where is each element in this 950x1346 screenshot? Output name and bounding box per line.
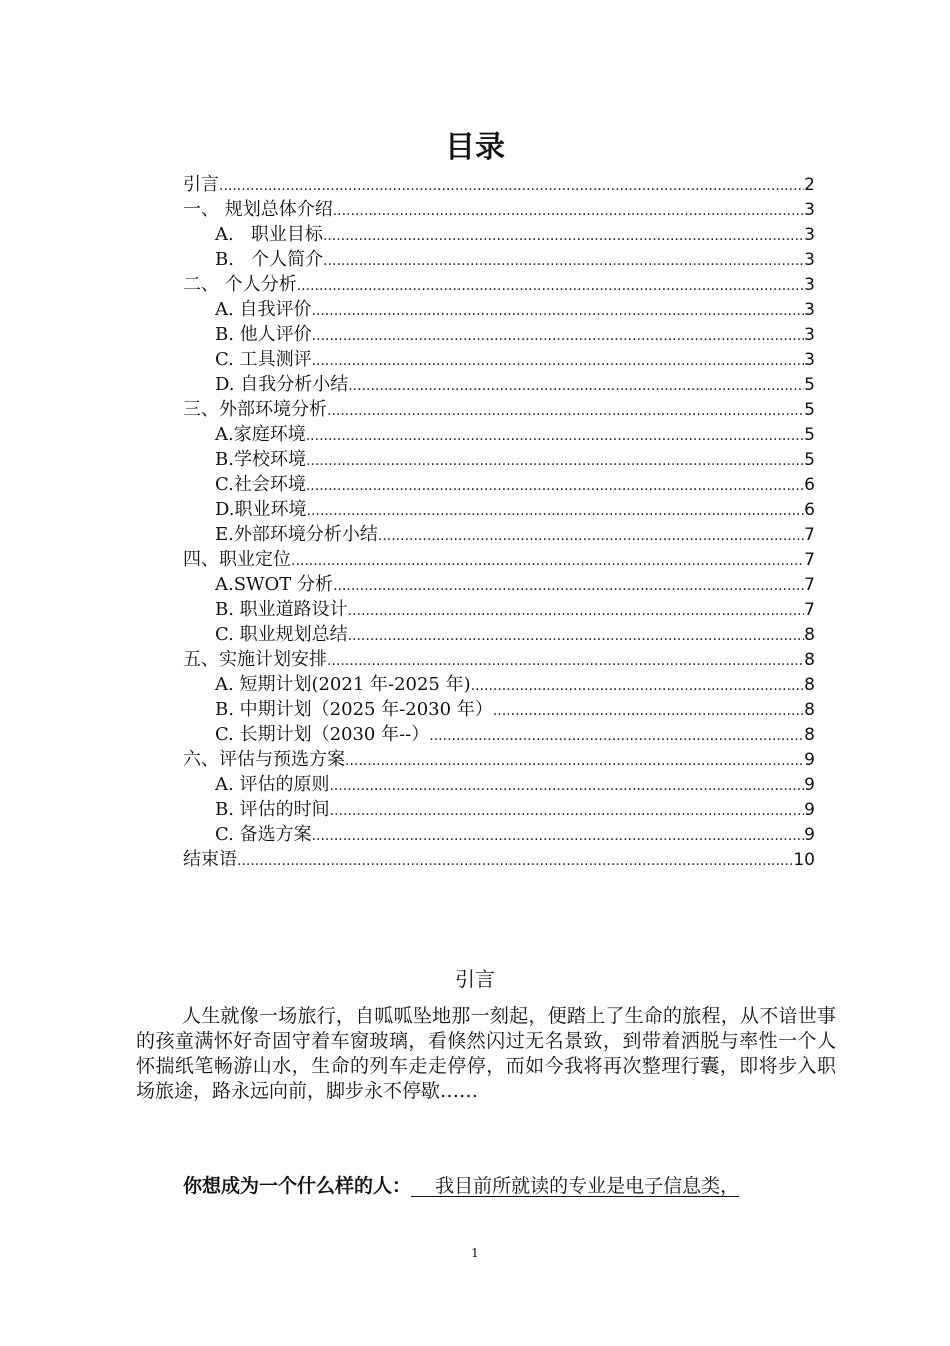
toc-entry[interactable] bbox=[183, 672, 815, 697]
toc-entry-page: 5 bbox=[804, 425, 815, 445]
toc-entry-label: A. 职业目标 bbox=[215, 224, 323, 245]
toc-entry-page: 6 bbox=[804, 500, 815, 520]
toc-entry-page: 5 bbox=[804, 375, 815, 395]
toc-entry[interactable] bbox=[183, 697, 815, 722]
toc-entry-page: 7 bbox=[804, 575, 815, 595]
toc-entry[interactable] bbox=[183, 447, 815, 472]
toc-dot-leader bbox=[323, 249, 804, 274]
question-answer: 我目前所就读的专业是电子信息类， bbox=[411, 1175, 740, 1197]
toc-entry[interactable] bbox=[183, 772, 815, 797]
toc-entry-label: D.职业环境 bbox=[215, 499, 307, 520]
toc-entry-label: A. 自我评价 bbox=[215, 299, 312, 320]
toc-entry-label: E.外部环境分析小结 bbox=[215, 524, 378, 545]
toc-dot-leader bbox=[291, 549, 804, 574]
toc-entry-label: 引言 bbox=[183, 174, 219, 195]
toc-entry-page: 5 bbox=[804, 400, 815, 420]
toc-dot-leader bbox=[297, 274, 804, 299]
toc-dot-leader bbox=[312, 324, 805, 349]
toc-entry[interactable] bbox=[183, 797, 815, 822]
toc-entry[interactable] bbox=[183, 247, 815, 272]
toc-entry-label: 结束语 bbox=[183, 849, 237, 870]
toc-dot-leader bbox=[327, 649, 804, 674]
toc-entry-label: C. 工具测评 bbox=[215, 349, 312, 370]
toc-entry-page: 9 bbox=[804, 775, 815, 795]
toc-entry[interactable] bbox=[183, 497, 815, 522]
toc-entry[interactable] bbox=[183, 222, 815, 247]
toc-entry-page: 3 bbox=[804, 250, 815, 270]
toc-entry-page: 9 bbox=[804, 750, 815, 770]
toc-entry[interactable] bbox=[183, 347, 815, 372]
toc-dot-leader bbox=[348, 624, 805, 649]
toc-entry-page: 3 bbox=[804, 225, 815, 245]
toc-entry-page: 3 bbox=[804, 200, 815, 220]
toc-dot-leader bbox=[471, 674, 805, 699]
toc-entry-page: 7 bbox=[804, 525, 815, 545]
toc-entry[interactable] bbox=[183, 747, 815, 772]
toc-entry-label: C. 长期计划（2030 年--） bbox=[215, 724, 430, 745]
toc-dot-leader bbox=[333, 199, 804, 224]
toc-entry-label: 四、职业定位 bbox=[183, 549, 291, 570]
toc-entry[interactable] bbox=[183, 272, 815, 297]
toc-dot-leader bbox=[306, 474, 804, 499]
toc-entry-page: 3 bbox=[804, 325, 815, 345]
toc-entry-label: A.家庭环境 bbox=[215, 424, 306, 445]
toc-entry-label: C.社会环境 bbox=[215, 474, 306, 495]
toc-entry-page: 8 bbox=[804, 700, 815, 720]
toc-entry[interactable] bbox=[183, 597, 815, 622]
toc-entry[interactable] bbox=[183, 422, 815, 447]
toc-entry-page: 8 bbox=[804, 650, 815, 670]
toc-entry-label: 五、实施计划安排 bbox=[183, 649, 327, 670]
toc-entry-label: 三、外部环境分析 bbox=[183, 399, 327, 420]
toc-dot-leader bbox=[327, 399, 804, 424]
toc-dot-leader bbox=[348, 599, 805, 624]
toc-entry-label: B.学校环境 bbox=[215, 449, 306, 470]
toc-entry[interactable] bbox=[183, 397, 815, 422]
question-line bbox=[183, 1172, 843, 1200]
toc-dot-leader bbox=[219, 174, 804, 199]
table-of-contents bbox=[183, 172, 815, 872]
toc-entry-label: C. 备选方案 bbox=[215, 824, 312, 845]
toc-entry[interactable] bbox=[183, 572, 815, 597]
toc-entry-label: 二、 个人分析 bbox=[183, 274, 297, 295]
toc-entry-page: 7 bbox=[804, 550, 815, 570]
intro-paragraph: 人生就像一场旅行，自呱呱坠地那一刻起，便踏上了生命的旅程，从不谙世事的孩童满怀好奇固守着车窗玻璃，看倏然闪过无名景致，到带着洒脱与率性一个人怀揣纸笔畅游山水，生命的列车走走停停，而如今我将再次整理行囊，即将步入职场旅途，路永远向前，脚步永不停歇…… bbox=[136, 1005, 836, 1102]
toc-dot-leader bbox=[311, 299, 804, 324]
toc-entry-page: 5 bbox=[804, 450, 815, 470]
toc-dot-leader bbox=[312, 824, 805, 849]
toc-dot-leader bbox=[348, 374, 804, 399]
toc-entry-label: 六、评估与预选方案 bbox=[183, 749, 345, 770]
toc-entry-page: 8 bbox=[804, 625, 815, 645]
page-number: 1 bbox=[471, 1246, 479, 1260]
toc-dot-leader bbox=[312, 349, 805, 374]
toc-entry-label: D. 自我分析小结 bbox=[215, 374, 349, 395]
toc-entry[interactable] bbox=[183, 522, 815, 547]
toc-dot-leader bbox=[306, 449, 804, 474]
toc-entry[interactable] bbox=[183, 172, 815, 197]
toc-entry[interactable] bbox=[183, 622, 815, 647]
toc-entry-label: A.SWOT 分析 bbox=[215, 574, 334, 595]
toc-entry-page: 9 bbox=[804, 825, 815, 845]
toc-entry-page: 3 bbox=[804, 275, 815, 295]
toc-entry[interactable] bbox=[183, 197, 815, 222]
toc-dot-leader bbox=[333, 574, 804, 599]
toc-entry-page: 3 bbox=[804, 300, 815, 320]
toc-dot-leader bbox=[307, 499, 805, 524]
toc-entry[interactable] bbox=[183, 722, 815, 747]
toc-dot-leader bbox=[329, 774, 804, 799]
toc-entry-label: B. 个人简介 bbox=[215, 249, 324, 270]
toc-entry[interactable] bbox=[183, 322, 815, 347]
toc-dot-leader bbox=[323, 224, 804, 249]
toc-dot-leader bbox=[330, 799, 805, 824]
toc-entry-label: A. 评估的原则 bbox=[215, 774, 330, 795]
toc-entry-label: 一、 规划总体介绍 bbox=[183, 199, 333, 220]
question-label: 你想成为一个什么样的人： bbox=[183, 1175, 412, 1197]
toc-dot-leader bbox=[429, 724, 804, 749]
toc-entry-label: B. 中期计划（2025 年-2030 年） bbox=[215, 699, 493, 720]
toc-entry-label: B. 他人评价 bbox=[215, 324, 312, 345]
toc-dot-leader bbox=[378, 524, 804, 549]
toc-entry-label: A. 短期计划(2021 年-2025 年) bbox=[215, 674, 471, 695]
toc-entry-page: 7 bbox=[804, 600, 815, 620]
toc-entry[interactable] bbox=[183, 822, 815, 847]
toc-entry-label: B. 职业道路设计 bbox=[215, 599, 348, 620]
toc-entry[interactable] bbox=[183, 547, 815, 572]
toc-entry[interactable] bbox=[183, 647, 815, 672]
toc-entry-page: 8 bbox=[804, 675, 815, 695]
toc-entry-page: 2 bbox=[804, 175, 815, 195]
toc-entry-page: 9 bbox=[804, 800, 815, 820]
intro-heading: 引言 bbox=[455, 967, 495, 991]
toc-entry[interactable] bbox=[183, 372, 815, 397]
toc-dot-leader bbox=[306, 424, 804, 449]
toc-entry-label: B. 评估的时间 bbox=[215, 799, 330, 820]
toc-dot-leader bbox=[493, 699, 804, 724]
toc-entry-page: 10 bbox=[793, 850, 815, 870]
toc-dot-leader bbox=[345, 749, 804, 774]
toc-entry[interactable] bbox=[183, 472, 815, 497]
toc-entry-label: C. 职业规划总结 bbox=[215, 624, 348, 645]
toc-dot-leader bbox=[237, 849, 793, 874]
toc-entry[interactable] bbox=[183, 847, 815, 872]
toc-title: 目录 bbox=[445, 130, 505, 165]
toc-entry-page: 6 bbox=[804, 475, 815, 495]
toc-entry-page: 3 bbox=[804, 350, 815, 370]
toc-entry-page: 8 bbox=[804, 725, 815, 745]
toc-entry[interactable] bbox=[183, 297, 815, 322]
